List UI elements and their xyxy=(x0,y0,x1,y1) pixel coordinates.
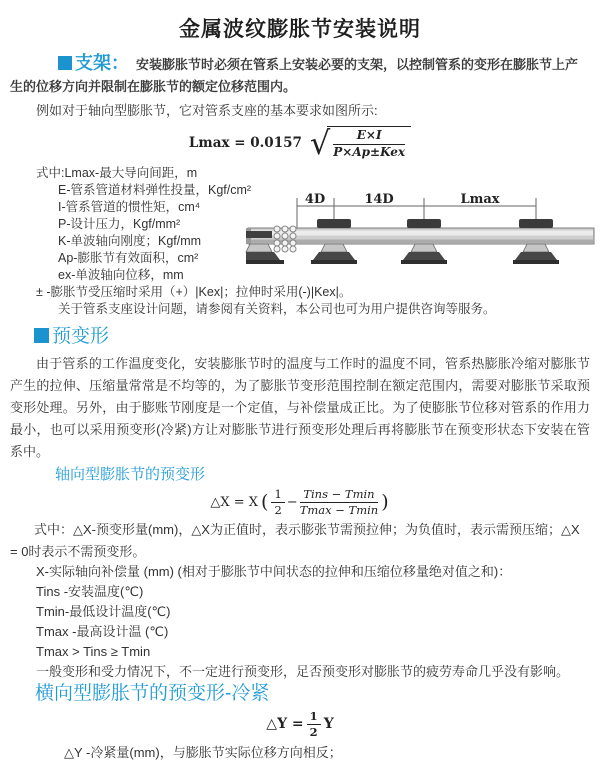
fraction-denominator: Tmax − Tmin xyxy=(299,502,379,517)
bellows-icon xyxy=(274,226,296,252)
parameter-line: X-实际轴向补偿量 (mm) (相对于膨胀节中间状态的拉伸和压缩位移量绝对值之和)： xyxy=(36,564,512,579)
lmax-formula-lhs: Lmax = 0.0157 xyxy=(188,135,302,151)
definition-line: K-单波轴向刚度；Kgf/mm xyxy=(58,234,202,248)
pipe-support-drawing xyxy=(246,192,596,288)
fraction-numerator: 1 xyxy=(271,487,284,503)
support-intro-text: 安装膨胀节时必须在管系上安装必要的支架，以控制管系的变形在膨胀节上产生的位移方向并限制在膨胀节的额定位移范围内。 xyxy=(10,57,579,94)
kex-sign-note: ± -膨胀节受压缩时采用（+）|Kex|；拉伸时采用(-)|Kex|。 xyxy=(36,285,352,299)
lmax-formula xyxy=(0,124,600,162)
pipe xyxy=(248,228,594,244)
open-paren: ( xyxy=(261,491,269,513)
preform-body-paragraph: 由于管系的工作温度变化，安装膨胀节时的温度与工作时的温度不同，管系热膨胀冷缩对膨胀节产生的拉伸、压缩量常常是不均等的，为了膨胀节变形范围控制在额定范围内，需要对膨胀节采取预变形处理。另外，由于膨账节刚度是一个定值，与补偿量成正比。为了使膨胀节位移对管系的作用力最小，也可以采用预变形(冷紧)方让对膨胀节进行预变形处理后再将膨胀节在预变形状态下安装在管系中。 xyxy=(10,356,590,459)
temperature-fraction xyxy=(300,487,379,518)
axial-note: 一般变形和受力情况下，不一定进行预变形，足否预变形对膨胀节的疲劳寿命几乎没有影响。 xyxy=(36,664,570,679)
one-half-fraction xyxy=(307,709,321,740)
preform-heading-text: 预变形 xyxy=(52,326,110,347)
lmax-formula-fraction xyxy=(327,126,411,160)
lateral-note: △Y -冷紧量(mm)，与膨胀节实际位移方向相反； xyxy=(64,745,342,760)
dim-label-4d: 4D xyxy=(304,192,326,207)
definition-line: Ap-膨胀节有效面积，cm² xyxy=(58,251,199,265)
sqrt-icon: √ xyxy=(309,124,331,162)
support-example-line: 例如对于轴向型膨胀节，它对管系支座的基本要求如图所示: xyxy=(36,103,378,118)
page-title: 金属波纹膨胀节安装说明 xyxy=(179,18,421,41)
definition-line: E-管系管道材料弹性投量，Kgf/cm² xyxy=(58,183,252,197)
definition-line: 式中:Lmax-最大导向间距，m xyxy=(36,166,198,180)
one-half-fraction xyxy=(271,487,284,518)
minus-sign: − xyxy=(286,494,298,510)
fraction-denominator: 2 xyxy=(274,502,282,517)
parameter-line: Tmax > Tins ≥ Tmin xyxy=(36,644,151,659)
support-section-heading: 支架： xyxy=(75,53,129,73)
close-paren: ) xyxy=(381,491,389,513)
axial-formula-explanation: 式中：△X-预变形量(mm)，△X为正值时，表示膨张节需预拉伸；为负值时，表示需预压缩；△X = 0时表示不需预变形。 xyxy=(10,522,580,559)
support-spacing-diagram xyxy=(246,192,596,288)
definition-line: ex-单波轴向位移，mm xyxy=(58,268,184,282)
lmax-formula-numerator: E×I xyxy=(333,128,405,145)
parameter-line: Tmin-最低设计温度(℃) xyxy=(36,604,171,619)
lmax-formula-denominator: P×Ap±Kex xyxy=(333,144,406,159)
parameter-line: Tins -安装温度(℃) xyxy=(36,584,144,599)
axial-formula xyxy=(0,487,600,517)
axial-formula-prefix: △X = X xyxy=(210,494,259,510)
definition-line: P-设计压力，Kgf/mm² xyxy=(58,217,181,231)
service-note: 关于管系支座设计问题，请参阅有关资料，本公司也可为用户提供咨询等服务。 xyxy=(58,302,496,316)
axial-preform-heading: 轴向型膨胀节的预变形 xyxy=(55,466,206,483)
section-bullet-icon xyxy=(58,56,72,70)
preform-section-heading xyxy=(34,324,600,350)
dim-label-14d: 14D xyxy=(364,192,394,207)
dim-label-lmax: Lmax xyxy=(460,192,500,207)
section-bullet-icon xyxy=(34,328,49,343)
lateral-formula-lhs: △Y = xyxy=(266,716,304,732)
axial-parameter-lines xyxy=(36,562,600,662)
lateral-preform-heading: 横向型膨胀节的预变形-冷紧 xyxy=(35,683,270,704)
definition-line: I-管系管道的惯性矩，cm⁴ xyxy=(58,200,201,214)
fraction-numerator: Tins − Tmin xyxy=(300,487,379,503)
support-intro-paragraph xyxy=(10,52,590,98)
fraction-denominator: 2 xyxy=(309,724,318,739)
parameter-line: Tmax -最高设计温 (℃) xyxy=(36,624,169,639)
lateral-formula xyxy=(0,710,600,738)
lateral-formula-rhs: Y xyxy=(323,716,334,732)
fraction-numerator: 1 xyxy=(307,709,321,725)
